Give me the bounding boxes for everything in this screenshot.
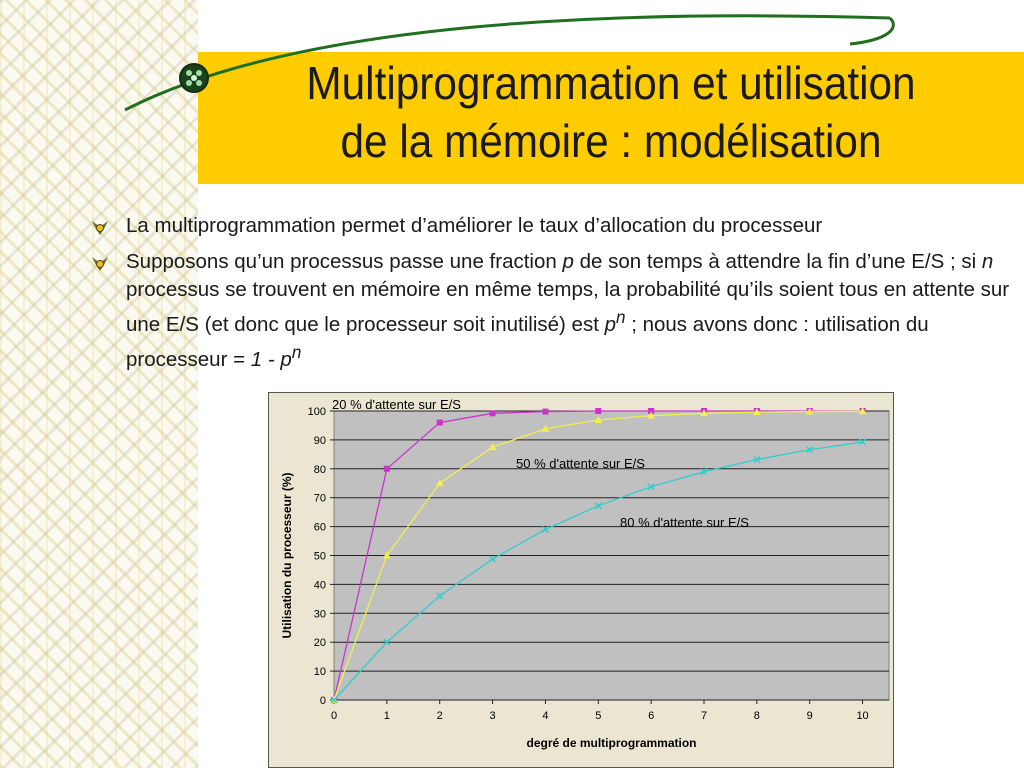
x-tick-label: 6: [648, 710, 655, 722]
bullet-text-2b: de son temps à attendre la fin d’une E/S ; si: [573, 250, 982, 273]
data-point: [384, 466, 390, 472]
y-tick-label: 60: [313, 521, 326, 534]
y-tick-label: 30: [313, 608, 326, 621]
y-tick-label: 0: [319, 695, 326, 707]
var-p-power: p: [604, 312, 616, 336]
data-point: [490, 410, 496, 416]
y-axis-label: Utilisation du processeur (%): [280, 472, 294, 639]
series-label: 80 % d'attente sur E/S: [620, 515, 749, 530]
y-tick-label: 20: [313, 637, 326, 650]
x-tick-label: 8: [753, 710, 760, 722]
chart-frame: [268, 392, 894, 768]
title-line-1: Multiprogrammation et utilisation: [306, 57, 916, 109]
x-tick-label: 9: [806, 710, 813, 722]
data-point: [595, 408, 601, 414]
bullet-text-1: La multiprogrammation permet d’améliorer le taux d’allocation du processeur: [126, 214, 823, 237]
formula: 1 - p: [250, 347, 292, 371]
page-title: [231, 54, 991, 170]
x-tick-label: 7: [700, 710, 708, 722]
bullet-text-2d: ; nous avons donc : utilisation du processeur =: [126, 312, 929, 371]
x-tick-label: 4: [542, 710, 549, 722]
var-n: n: [981, 250, 994, 273]
y-tick-label: 50: [313, 550, 326, 563]
y-tick-label: 80: [313, 463, 326, 476]
x-tick-label: 1: [383, 710, 390, 722]
data-point: [542, 409, 548, 415]
exponent-n: n: [616, 308, 626, 327]
title-line-2: de la mémoire : modélisation: [340, 115, 882, 167]
x-tick-label: 5: [595, 710, 602, 722]
series-label: 20 % d'attente sur E/S: [332, 397, 461, 412]
y-tick-label: 10: [313, 666, 326, 679]
x-tick-label: 0: [330, 710, 338, 722]
bullet-text-2c: processus se trouvent en mémoire en même temps, la probabilité qu’ils soient tous en attente sur une E/S (et donc que le processeur soit inutilisé) est: [126, 278, 1010, 336]
var-p: p: [562, 250, 574, 273]
y-tick-label: 90: [313, 434, 326, 447]
bullet-item: [90, 248, 1020, 374]
y-tick-label: 100: [307, 406, 326, 418]
y-tick-label: 40: [313, 579, 326, 592]
exponent-n-2: n: [291, 342, 302, 362]
x-tick-label: 3: [489, 710, 496, 722]
chart: [269, 393, 893, 767]
globe-icon: [180, 64, 208, 92]
x-tick-label: 2: [436, 710, 443, 722]
x-axis-label: degré de multiprogrammation: [526, 736, 697, 750]
bullet-text-2a: Supposons qu’un processus passe une fraction: [126, 250, 563, 273]
series-label: 50 % d'attente sur E/S: [516, 456, 645, 471]
bullet-icon: [90, 253, 110, 273]
bullet-list: [90, 212, 1020, 382]
y-tick-label: 70: [313, 492, 326, 505]
x-tick-label: 10: [856, 710, 869, 722]
bullet-item: [90, 212, 1020, 240]
bullet-icon: [90, 217, 110, 237]
data-point: [437, 420, 443, 426]
